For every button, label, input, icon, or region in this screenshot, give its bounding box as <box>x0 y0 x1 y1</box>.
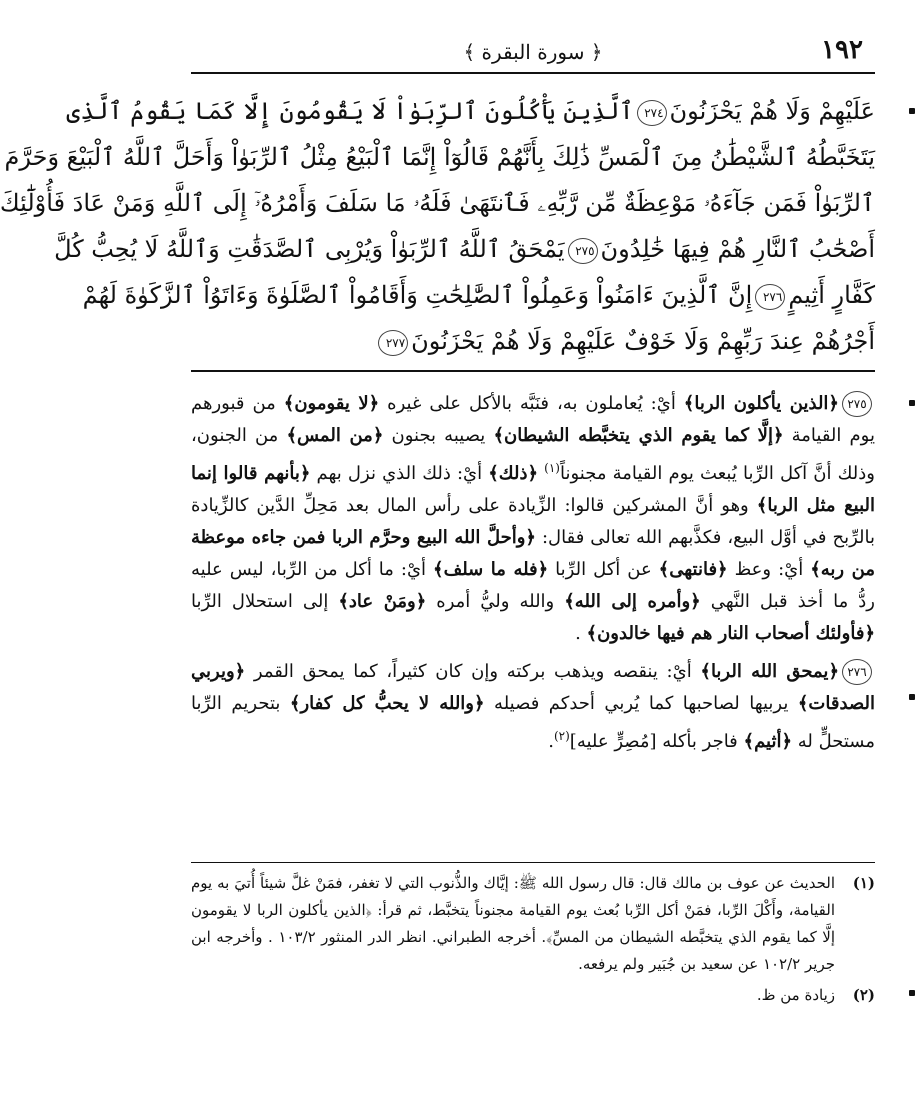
text-run: يَتَخَبَّطُهُ ٱلشَّيْطَٰنُ مِنَ ٱلْمَسِّ ذَٰلِكَ بِأَنَّهُمْ قَالُوٓاْ إِنَّمَا ٱلْبَيْعُ مِثْلُ ٱلرِّبَوٰاْ وَأَحَلَّ ٱللَّهُ ٱلْبَيْعَ وَحَرَّمَ <box>4 143 875 171</box>
quoted-verse: ﴿ومَنْ عاد﴾ <box>338 591 427 612</box>
text-run: أيْ: يُعاملون به، فنَبَّه بالأكل على غيره <box>379 393 684 414</box>
text-run: إلى استحلال الرِّبا <box>191 591 339 612</box>
text-run: والله وليُّ أمره <box>426 591 565 612</box>
margin-mark <box>909 694 915 700</box>
tafsir-paragraph <box>191 656 875 758</box>
quoted-verse: ﴿ويربي الصدقات﴾ <box>191 661 875 714</box>
text-run: عَلَيْهِمْ وَلَا هُمْ يَحْزَنُونَ <box>669 97 875 125</box>
quran-line <box>54 226 875 272</box>
ayah-number-marker: ٢٧٦ <box>755 284 785 310</box>
ayah-number-marker: ٢٧٧ <box>378 330 408 356</box>
margin-mark <box>909 400 915 406</box>
quoted-verse: ﴿إلَّا كما يقوم الذي يتخبَّطه الشيطان﴾ <box>493 425 784 446</box>
quran-text-block <box>0 88 875 372</box>
ayah-number-marker: ٢٧٥ <box>568 238 598 264</box>
quoted-verse: ﴿أثيم﴾ <box>743 731 793 752</box>
quoted-verse: ﴿وأمره إلى الله﴾ <box>564 591 701 612</box>
ayah-number-marker: ٢٧٥ <box>842 391 872 417</box>
ayah-number-marker: ٢٧٦ <box>842 659 872 685</box>
footnote-divider <box>191 862 875 863</box>
footnote-text: الحديث عن عوف بن مالك قال: قال رسول الله ﷺ: إيَّاك والذُّنوب التي لا تغفر، فمَنْ غلَّ شيئاً أُتيَ به يوم القيامة، وأَكْلَ الرِّبا، فمَنْ أكل الرِّبا بُعث يوم القيامة مجنوناً يتخبَّط، ثم قرأ: ﴿الذين يأكلون الربا لا يقومون إلَّا كما يقوم الذي يتخبَّطه الشيطان من المسِّ﴾. أخرجه الطبراني. انظر الدر المنثور ١٠٣/٢ . وأخرجه ابن جرير ١٠٢/٢ عن سعيد بن جُبَير ولم يرفعه. <box>191 874 835 973</box>
tafsir-paragraph <box>191 388 875 650</box>
text-run: يصيبه بجنون <box>383 425 494 446</box>
footnote-ref: (١) <box>544 461 560 475</box>
quoted-verse: ﴿الذين يأكلون الربا﴾ <box>683 393 839 414</box>
quoted-verse: ﴿ذلك﴾ <box>488 463 539 484</box>
footnote <box>191 982 875 1009</box>
text-run: من قبورهم يوم القيامة <box>191 393 875 446</box>
margin-mark <box>909 990 915 996</box>
text-run: أيْ: ذلك الذي نزل بهم <box>310 463 489 484</box>
footnotes <box>191 870 875 1070</box>
quoted-verse: ﴿فله ما سلف﴾ <box>433 559 549 580</box>
text-run: فاجر بأكله [مُصِرٍّ عليه] <box>569 731 744 752</box>
surah-title: ﴿ سورة البقرة ﴾ <box>463 40 603 64</box>
text-run: أيْ: ينقصه ويذهب بركته وإن كان كثيراً، كما يمحق القمر <box>245 661 701 682</box>
text-run: أَصْحَٰبُ ٱلنَّارِ هُمْ فِيهَا خَٰلِدُونَ <box>600 235 875 263</box>
ayah-number-marker: ٢٧٤ <box>637 100 667 126</box>
text-run: ٱلَّذِينَ يَأْكُلُونَ ٱلرِّبَوٰاْ لَا يَقُومُونَ إِلَّا كَمَا يَقُومُ ٱلَّذِى <box>66 97 634 125</box>
quran-line <box>82 272 875 318</box>
quoted-verse: ﴿والله لا يحبُّ كل كفار﴾ <box>289 693 485 714</box>
footnote-number: (١) <box>852 874 875 892</box>
quoted-verse: ﴿فانتهى﴾ <box>658 559 728 580</box>
quoted-verse: ﴿بأنهم قالوا إنما البيع مثل الربا﴾ <box>191 463 876 516</box>
footnote-number: (٢) <box>852 986 875 1004</box>
text-run: أيْ: وعظ <box>727 559 811 580</box>
footnote-text: زيادة من ظ. <box>756 986 835 1004</box>
quoted-verse: ﴿فأولئك أصحاب النار هم فيها خالدون﴾ <box>586 623 875 644</box>
text-run: كَفَّارٍ أَثِيمٍ <box>788 281 875 309</box>
quoted-verse: ﴿وأحلَّ الله البيع وحرَّم الربا فمن جاءه موعظة من ربه﴾ <box>191 527 875 580</box>
quran-line <box>191 318 875 364</box>
page-header <box>191 30 875 74</box>
text-run: . <box>548 731 554 752</box>
quran-line <box>66 88 875 134</box>
text-run: أَجْرُهُمْ عِندَ رَبِّهِمْ وَلَا خَوْفٌ عَلَيْهِمْ وَلَا هُمْ يَحْزَنُونَ <box>411 327 875 355</box>
margin-mark <box>909 108 915 114</box>
text-run: وهو أنَّ المشركين قالوا: الزِّيادة على رأس المال بعد مَحِلِّ الدَّين كالزِّيادة بالرِّبح في أوَّل البيع، فكذَّبهم الله تعالى فقال: <box>191 495 875 548</box>
text-run: . <box>575 623 587 644</box>
text-run: بتحريم الرِّبا مستحلٍّ له <box>191 693 875 752</box>
quran-line <box>0 180 875 226</box>
text-run: عن أكل الرِّبا <box>548 559 659 580</box>
quoted-verse: ﴿لا يقومون﴾ <box>283 393 380 414</box>
text-run: إِنَّ ٱلَّذِينَ ءَامَنُواْ وَعَمِلُواْ ٱلصَّٰلِحَٰتِ وَأَقَامُواْ ٱلصَّلَوٰةَ وَءَاتَوُاْ ٱلزَّكَوٰةَ لَهُمْ <box>82 281 753 309</box>
text-run: ٱلرِّبَوٰاْ فَمَن جَآءَهُۥ مَوْعِظَةٌ مِّن رَّبِّهِۦ فَٱنتَهَىٰ فَلَهُۥ مَا سَلَفَ وَأَمْرُهُۥٓ إِلَى ٱللَّهِ وَمَنْ عَادَ فَأُوْلَٰٓئِكَ <box>0 189 875 217</box>
text-run: أيْ: ما أكل من الرِّبا، ليس عليه ردُّ ما أخذ قبل النَّهي <box>191 559 876 612</box>
quoted-verse: ﴿من المس﴾ <box>286 425 384 446</box>
page-number: ١٩٢ <box>821 35 863 65</box>
text-run: يَمْحَقُ ٱللَّهُ ٱلرِّبَوٰاْ وَيُرْبِى ٱلصَّدَقَٰتِ وَٱللَّهُ لَا يُحِبُّ كُلَّ <box>54 235 565 263</box>
text-run: من الجنون، وذلك أنَّ آكل الرِّبا يُبعث يوم القيامة مجنوناً <box>191 425 875 484</box>
text-run: يربيها لصاحبها كما يُربي أحدكم فصيله <box>484 693 798 714</box>
footnote-ref: (٢) <box>553 729 570 743</box>
footnote <box>191 870 875 978</box>
quran-line <box>4 134 875 180</box>
quoted-verse: ﴿يمحق الله الربا﴾ <box>700 661 839 682</box>
tafsir-block <box>191 388 875 848</box>
